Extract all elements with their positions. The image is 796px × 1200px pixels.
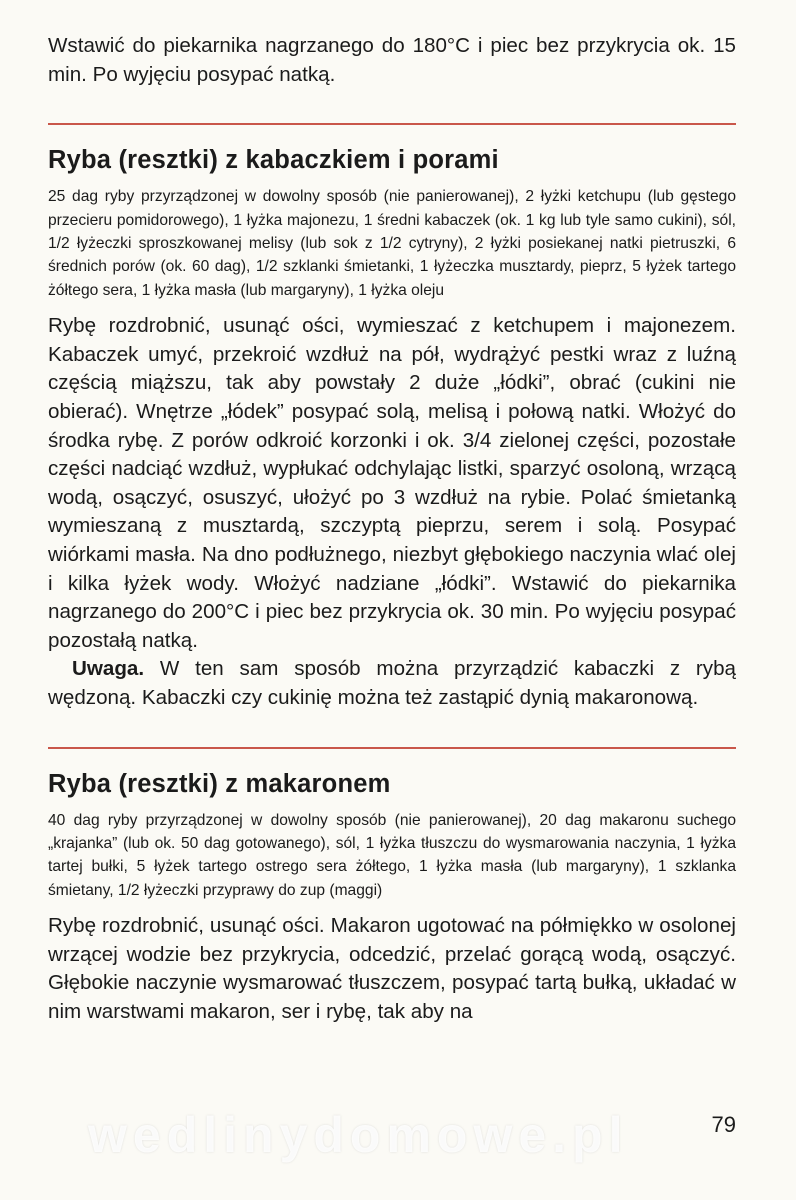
recipe-section-kabaczek <box>48 143 736 712</box>
page-body <box>48 32 736 1027</box>
note-text: W ten sam sposób można przyrządzić kabaczki z rybą wędzoną. Kabaczki czy cukinię można też zastąpić dynią makaronową. <box>48 657 736 709</box>
watermark: wedlinydomowe.pl <box>88 1107 629 1163</box>
section-divider <box>48 747 736 749</box>
method-paragraph: Rybę rozdrobnić, usunąć ości, wymieszać z ketchupem i majonezem. Kabaczek umyć, przekroić wzdłuż na pół, wydrążyć pestki wraz z luźną częścią miąższu, tak aby powstały 2 duże „łódki”, obrać (cukini nie obierać). Wnętrze „łódek” posypać solą, melisą i połową natki. Włożyć do środka rybę. Z porów odkroić korzonki i ok. 3/4 zielonej części, pozostałe części nadciąć wzdłuż, wypłukać odchylając listki, sparzyć osoloną, wrzącą wodą, osączyć, osuszyć, ułożyć po 3 wzdłuż na rybie. Polać śmietanką wymieszaną z musztardą, szczyptą pieprzu, serem i solą. Posypać wiórkami masła. Na dno podłużnego, niezbyt głębokiego naczynia wlać olej i kilka łyżek wody. Włożyć nadziane „łódki”. Wstawić do piekarnika nagrzanego do 200°C i piec bez przykrycia ok. 30 min. Po wyjęciu posypać pozostałą natką. <box>48 314 736 652</box>
note-label: Uwaga. <box>72 657 145 681</box>
recipe-title: Ryba (resztki) z kabaczkiem i porami <box>48 146 499 175</box>
note-paragraph <box>48 655 736 712</box>
section-divider <box>48 123 736 125</box>
method-paragraph: Rybę rozdrobnić, usunąć ości. Makaron ugotować na półmiękko w osolonej wrzącej wodzie bez przykrycia, odcedzić, przelać gorącą wodą, osączyć. Głębokie naczynie wysmarować tłuszczem, posypać tartą bułką, układać w nim warstwami makaron, ser i rybę, tak aby na <box>48 914 736 1023</box>
page-footer <box>48 1102 736 1162</box>
recipe-title: Ryba (resztki) z makaronem <box>48 769 391 798</box>
ingredients-list: 40 dag ryby przyrządzonej w dowolny sposób (nie panierowanej), 20 dag makaronu suchego „krajanka” (lub ok. 50 dag gotowanego), sól, 1 łyżka tłuszczu do wysmarowania naczynia, 1 łyżka tartej bułki, 5 łyżek tartego ostrego sera żółtego, 1 łyżka masła (lub margaryny), 1 szklanka śmietany, 1/2 łyżeczki przyprawy do zup (maggi) <box>48 811 736 899</box>
ingredients-list: 25 dag ryby przyrządzonej w dowolny sposób (nie panierowanej), 2 łyżki ketchupu (lub gęstego przecieru pomidorowego), 1 łyżka majonezu, 1 średni kabaczek (ok. 1 kg lub tyle samo cukini), sól, 1/2 łyżeczki sproszkowanej melisy (lub sok z 1/2 cytryny), 2 łyżki posiekanej natki pietruszki, 6 średnich porów (ok. 60 dag), 1/2 szklanki śmietanki, 1 łyżeczka musztardy, pieprz, 5 łyżek tartego żółtego sera, 1 łyżka masła (lub margaryny), 1 łyżka oleju <box>48 188 736 299</box>
recipe-section-makaron <box>48 767 736 1027</box>
page-number: 79 <box>711 1112 736 1137</box>
intro-paragraph: Wstawić do piekarnika nagrzanego do 180°C i piec bez przykrycia ok. 15 min. Po wyjęciu posypać natką. <box>48 34 736 86</box>
